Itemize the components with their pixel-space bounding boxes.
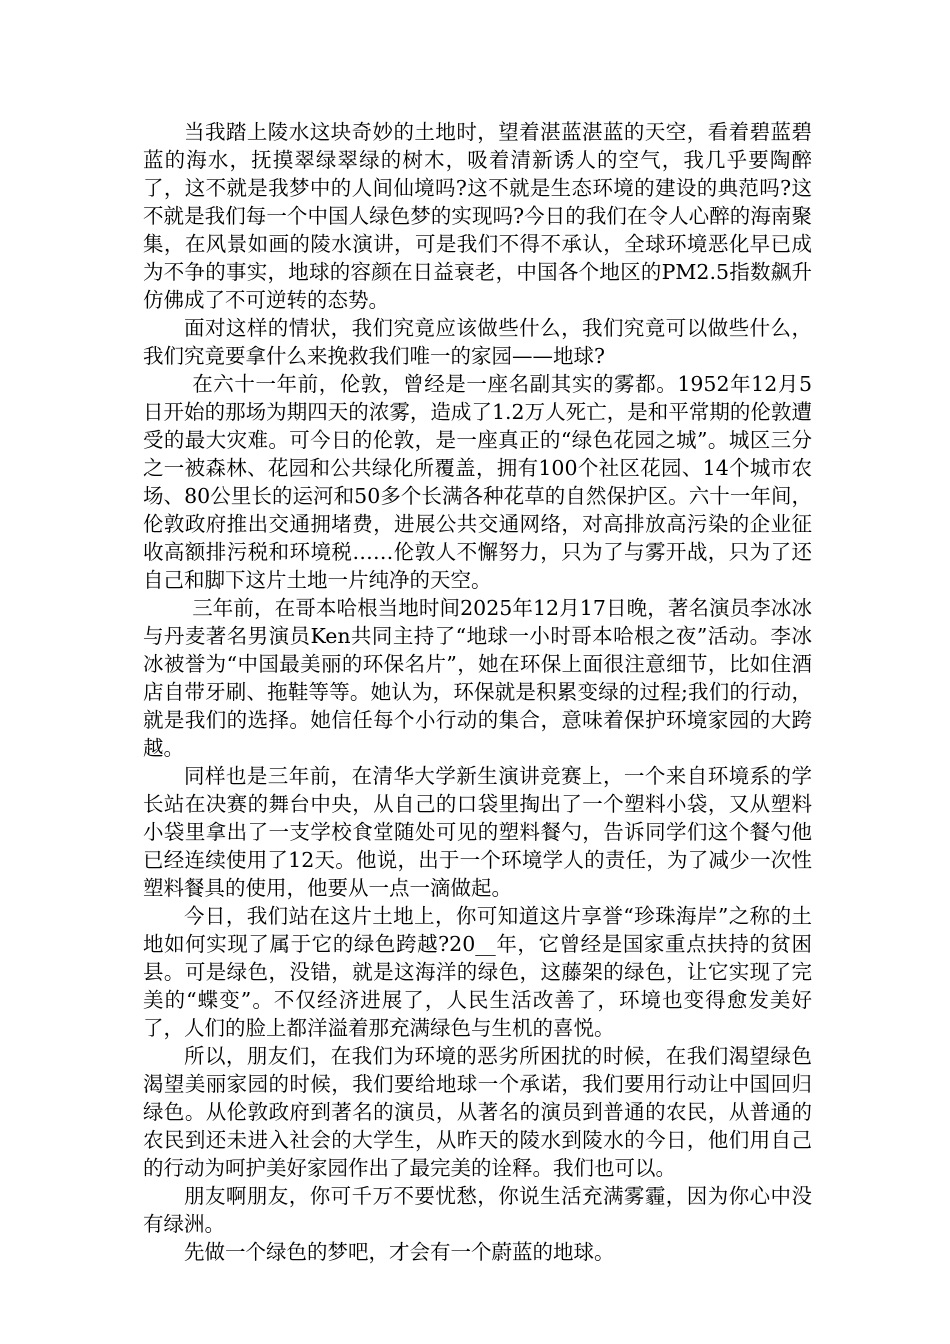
paragraph-what-to-do: 面对这样的情状，我们究竟应该做些什么，我们究竟可以做些什么，我们究竟要拿什么来挽救我们唯一的家园——地球? [143,316,812,368]
paragraph-lingshui-arrival: 当我踏上陵水这块奇妙的土地时，望着湛蓝湛蓝的天空，看着碧蓝碧蓝的海水，抚摸翠绿翠绿的树木，吸着清新诱人的空气，我几乎要陶醉了，这不就是我梦中的人间仙境吗?这不就是生态环境的建设的典范吗?这不就是我们每一个中国人绿色梦的实现吗?今日的我们在令人心醉的海南聚集，在风景如画的陵水演讲，可是我们不得不承认，全球环境恶化早已成为不争的事实，地球的容颜在日益衰老，中国各个地区的PM2.5指数飙升仿佛成了不可逆转的态势。 [143,120,812,312]
paragraph-green-dream: 先做一个绿色的梦吧，才会有一个蔚蓝的地球。 [184,1240,615,1264]
paragraph-london-fog: 在六十一年前，伦敦，曾经是一座名副其实的雾都。1952年12月5日开始的那场为期四天的浓雾，造成了1.2万人死亡，是和平常期的伦敦遭受的最大灾难。可今日的伦敦，是一座真正的“绿色花园之城”。城区三分之一被森林、花园和公共绿化所覆盖，拥有100个社区花园、14个城市农场、80公里长的运河和50多个长满各种花草的自然保护区。六十一年间，伦敦政府推出交通拥堵费，进展公共交通网络，对高排放高污染的企业征收高额排污税和环境税……伦敦人不懈努力，只为了与雾开战，只为了还自己和脚下这片土地一片纯净的天空。 [143,372,812,592]
paragraph-earth-hour: 三年前，在哥本哈根当地时间2025年12月17日晚，著名演员李冰冰与丹麦著名男演员Ken共同主持了“地球一小时哥本哈根之夜”活动。李冰冰被誉为“中国最美丽的环保名片”，她在环保上面很注意细节，比如住酒店自带牙刷、拖鞋等等。她认为，环保就是积累变绿的过程;我们的行动，就是我们的选择。她信任每个小行动的集合，意味着保护环境家园的大跨越。 [143,596,812,760]
paragraph-promise: 所以，朋友们，在我们为环境的恶劣所困扰的时候，在我们渴望绿色渴望美丽家园的时候，我们要给地球一个承诺，我们要用行动让中国回归绿色。从伦敦政府到著名的演员，从著名的演员到普通的农民，从普通的农民到还未进入社会的大学生，从昨天的陵水到陵水的今日，他们用自己的行动为呵护美好家园作出了最完美的诠释。我们也可以。 [143,1044,812,1180]
paragraph-tsinghua-spoon: 同样也是三年前，在清华大学新生演讲竞赛上，一个来自环境系的学长站在决赛的舞台中央，从自己的口袋里掏出了一个塑料小袋，又从塑料小袋里拿出了一支学校食堂随处可见的塑料餐勺，告诉同学们这个餐勺他已经连续使用了12天。他说，出于一个环境学人的责任，为了减少一次性塑料餐具的使用，他要从一点一滴做起。 [143,764,812,900]
paragraph-pearl-coast: 今日，我们站在这片土地上，你可知道这片享誉“珍珠海岸”之称的土地如何实现了属于它的绿色跨越?20__年，它曾经是国家重点扶持的贫困县。可是绿色，没错，就是这海洋的绿色，这藤架的绿色，让它实现了完美的“蝶变”。不仅经济进展了，人民生活改善了，环境也变得愈发美好了，人们的脸上都洋溢着那充满绿色与生机的喜悦。 [143,904,812,1040]
paragraph-friend: 朋友啊朋友，你可千万不要忧愁，你说生活充满雾霾，因为你心中没有绿洲。 [143,1184,812,1236]
